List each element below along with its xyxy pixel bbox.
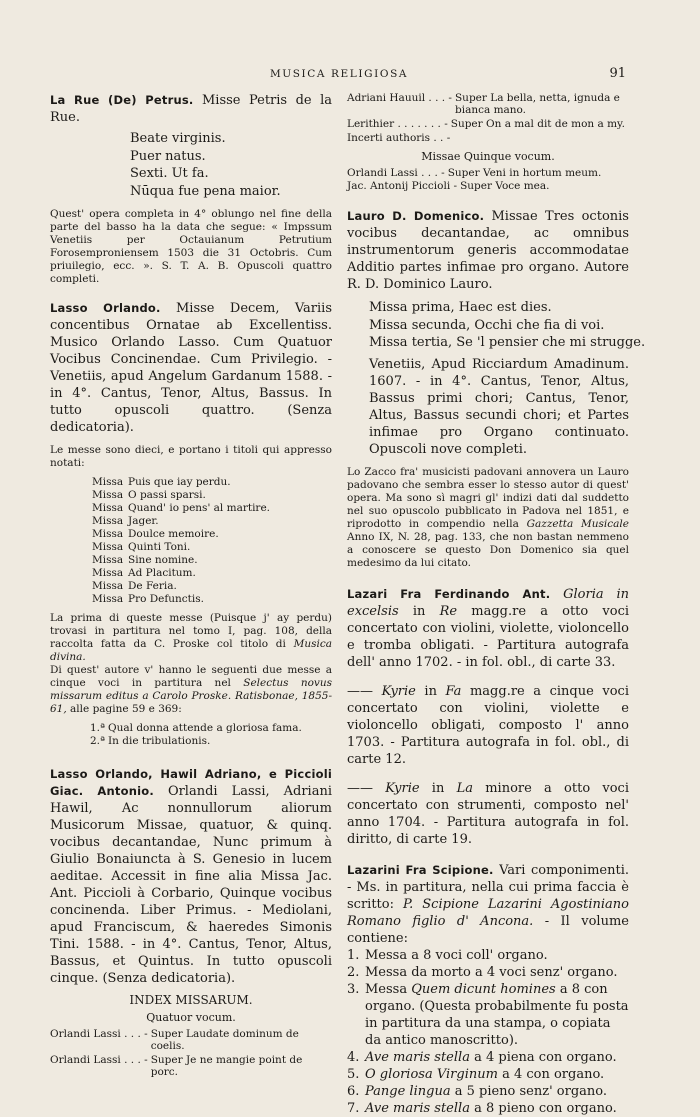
page-header <box>52 66 626 86</box>
entry-heading: Lasso Orlando. <box>50 301 161 315</box>
index-mass: Super La bella, netta, ignuda e bianca mano. <box>454 92 620 116</box>
list-item <box>92 515 332 528</box>
list-key: Missa <box>92 528 124 540</box>
list-item <box>347 1100 629 1117</box>
list-value: Quinti Toni. <box>128 541 191 553</box>
item-post: a 5 pieno senz' organo. <box>450 1083 608 1099</box>
index-subtitle: Quatuor vocum. <box>146 1011 236 1024</box>
item-number: 2. <box>347 964 360 980</box>
list-value: Ad Placitum. <box>128 567 196 579</box>
work-key: Fa <box>445 683 462 699</box>
entry-heading: Lazari Fra Ferdinando Ant. <box>347 586 551 601</box>
entry-text: Vari componimenti. - Ms. in partitura, nella cui prima faccia è scritto: <box>347 862 629 912</box>
entry-note <box>347 466 629 570</box>
item-number: 4. <box>347 1049 360 1065</box>
list-item <box>347 964 629 981</box>
entry-body: Misse Decem, Variis concentibus Ornatae ab Excellentiss. Musico Orlando Lasso. Cum Quatuor Vocibus Concinendae. Cum Privilegio. - Venetiis, apud Angelum Gardanum 1588. - in 4°. Cantus, Tenor, Altus, Bassus. In tutto opuscoli quattro. (Senza dedicatoria). <box>50 301 332 435</box>
entry-text: minore a otto voci concertato con strumenti, composto nel' anno 1704. - Partitura autografa in fol. diritto, di carte 19. <box>347 780 629 847</box>
five-voice-list <box>50 722 332 748</box>
entry-text: in <box>412 603 426 619</box>
right-column <box>347 92 646 1117</box>
list-item <box>92 528 332 541</box>
mass-title: Sexti. Ut fa. <box>130 166 209 181</box>
item-italic: Pange lingua <box>365 1083 451 1099</box>
list-key: 2.ª <box>90 735 106 747</box>
list-item <box>92 593 332 606</box>
list-value: O passi sparsi. <box>128 489 206 501</box>
item-post: Messa da morto a 4 voci senz' organo. <box>365 964 618 980</box>
entry-heading: Lasso Orlando, Hawil Adriano, e Piccioli Giac. Antonio. <box>50 767 332 798</box>
index-row <box>347 167 629 179</box>
list-item <box>90 735 332 748</box>
list-item <box>90 722 332 735</box>
item-italic: Ave maris stella <box>365 1100 470 1116</box>
list-value: Doulce memoire. <box>128 528 219 540</box>
entry-note <box>50 664 332 716</box>
index-row <box>50 1028 332 1052</box>
list-value: Puis que iay perdu. <box>128 476 231 488</box>
mass-title: Missa prima, Haec est dies. <box>369 300 552 315</box>
note-title-italic: Gazzetta Musicale <box>526 517 630 530</box>
list-value: De Feria. <box>128 580 177 592</box>
item-number: 1. <box>347 947 360 963</box>
index-row <box>50 1054 332 1078</box>
list-item <box>92 476 332 489</box>
item-post: a 4 con organo. <box>497 1066 605 1082</box>
entry-lazari-kyrie-fa <box>347 683 629 768</box>
list-key: Missa <box>92 593 124 605</box>
index-mass <box>450 132 629 144</box>
note-text: Anno IX, N. 28, pag. 133, che non bastan nemmeno a conoscere se questo Don Domenico sia quel medesimo da lui citato. <box>347 530 629 569</box>
list-item <box>92 541 332 554</box>
index-row <box>347 180 629 192</box>
list-key: Missa <box>92 489 124 501</box>
entry-lazari <box>347 586 629 671</box>
list-value: Sine nomine. <box>128 554 198 566</box>
entry-note: Le messe sono dieci, e portano i titoli qui appresso notati: <box>50 444 332 469</box>
list-value: Quand' io pens' al martire. <box>128 502 271 514</box>
list-item <box>92 489 332 502</box>
item-number: 6. <box>347 1083 360 1099</box>
mass-list <box>50 476 332 606</box>
entry-lazari-kyrie-la <box>347 780 629 848</box>
list-key: Missa <box>92 502 124 514</box>
entry-lasso-hawil-piccioli <box>50 766 332 987</box>
list-key: Missa <box>92 541 124 553</box>
item-italic: Quem dicunt homines <box>411 981 556 997</box>
item-text <box>365 1049 629 1066</box>
mass-titles <box>50 130 332 200</box>
note-title-italic: Musica divina. <box>50 638 332 663</box>
list-item <box>347 1049 629 1066</box>
index-mass: Super Je ne mangie point de porc. <box>150 1054 303 1078</box>
note-title-italic: Selectus novus missarum editus a Carolo Proske. Ratisbonae, 1855-61, <box>50 677 332 715</box>
entry-heading: Lazarini Fra Scipione. <box>347 862 494 877</box>
item-text <box>365 1066 629 1083</box>
item-italic: O gloriosa Virginum <box>365 1066 498 1082</box>
list-key: Missa <box>92 554 124 566</box>
work-key: Re <box>439 603 458 619</box>
list-key: 1.ª <box>90 722 106 734</box>
mass-titles <box>347 299 646 352</box>
index-author: Adriani Hauuil . . . - <box>347 92 452 104</box>
list-item <box>92 554 332 567</box>
note-text: La prima di queste messe (Puisque j' ay perdu) trovasi in partitura nel tomo I, pag. 108, della raccolta fatta da C. Proske col titolo di <box>50 612 332 650</box>
list-item <box>347 947 629 964</box>
ditto-dash: —— <box>347 683 373 699</box>
item-italic: Ave maris stella <box>365 1049 470 1065</box>
entry-heading: Lauro D. Domenico. <box>347 209 485 223</box>
list-value: Jager. <box>128 515 159 527</box>
index-subtitle: Missae Quinque vocum. <box>421 150 555 163</box>
mass-title: Nūqua fue pena maior. <box>130 183 281 199</box>
index-row <box>347 118 629 130</box>
index-author: Orlandi Lassi . . . - <box>50 1028 148 1040</box>
note-text: Lo Zacco fra' musicisti padovani annovera un Lauro padovano che sembra esser lo stesso autor di quest' opera. Ma sono sì magri gl' indizi dati dal suddetto nel suo opuscolo pubblicato in Padova nel 1851, e riprodotto in compendio nella <box>347 465 629 530</box>
list-key: Missa <box>92 476 124 488</box>
entry-la-rue <box>50 92 332 126</box>
index-row <box>347 92 629 116</box>
item-text <box>365 947 629 964</box>
entry-note: Quest' opera completa in 4° oblungo nel fine della parte del basso ha la data che segue: « Impssum Venetiis per Octauianum Petrutium Forosemproniensem 1503 die 31 Octobris. Cum priuilegio, ecc. ». S. T. A. B. Opuscoli quattro completi. <box>50 208 332 285</box>
index-row <box>347 132 629 144</box>
item-text <box>365 1100 629 1117</box>
mass-title: Missa tertia, Se 'l pensier che mi strugge. <box>369 335 646 350</box>
index-title: INDEX MISSARUM. <box>129 993 253 1007</box>
list-key: Missa <box>92 567 124 579</box>
mass-title: Missa secunda, Occhi che fia di voi. <box>369 317 605 333</box>
item-pre: Messa <box>365 981 412 997</box>
entry-text: in <box>431 780 445 796</box>
entry-heading: La Rue (De) Petrus. <box>50 93 194 107</box>
work-title: Kyrie <box>381 683 416 699</box>
page-number: 91 <box>609 66 626 81</box>
entry-body: Venetiis, Apud Ricciardum Amadinum. 1607. - in 4°. Cantus, Tenor, Altus, Bassus primi chori; Cantus, Tenor, Altus, Bassus secundi chori; et Partes infimae pro Organo continuato. Opuscoli nove completi. <box>369 356 629 457</box>
entry-lasso-orlando <box>50 300 332 436</box>
entry-text: magg.re a cinque voci concertato con violini, violette e violoncello obligati, composto l' anno 1703. - Partitura autografa in fol. obl., di carte 12. <box>347 683 629 767</box>
list-value: In die tribulationis. <box>108 735 211 747</box>
list-key: Missa <box>92 515 124 527</box>
ditto-dash: —— <box>347 780 373 796</box>
work-key: La <box>456 780 473 796</box>
index-author: Orlandi Lassi . . . - <box>50 1054 148 1066</box>
index-author: Lerithier . . . . . . . - <box>347 118 448 130</box>
contents-list <box>347 947 629 1117</box>
list-key: Missa <box>92 580 124 592</box>
entry-note <box>50 612 332 664</box>
index-mass: Super Veni in hortum meum. <box>447 167 602 179</box>
index-author: Orlandi Lassi . . . - <box>347 167 445 179</box>
note-text: alle pagine 59 e 369: <box>70 703 182 715</box>
item-number: 3. <box>347 981 360 997</box>
item-text <box>365 964 629 981</box>
index-author: Incerti authoris . . - <box>347 132 451 144</box>
item-post: a 4 piena con organo. <box>469 1049 617 1065</box>
entry-body: Orlandi Lassi, Adriani Hawil, Ac nonnullorum aliorum Musicorum Missae, quatuor, & quinq. vocibus decantandae, Nunc primum à Giulio Bonaiuncta à S. Genesio in lucem aeditae. Accessit in fine alia Missa Jac. Ant. Piccioli à Corbario, Quinque vocibus concinenda. Liber Primus. - Mediolani, apud Franciscum, & haeredes Simonis Tini. 1588. - in 4°. Cantus, Tenor, Altus, Bassus, et Quintus. In tutto opuscoli cinque. (Senza dedicatoria). <box>50 784 332 986</box>
entry-text: magg.re a otto voci concertato con violini, violette, violoncello e tromba obligati. - Partitura autografa dell' anno 1702. - in fol. obl., di carte 33. <box>347 603 630 670</box>
index-mass: Super Laudate dominum de coelis. <box>150 1028 299 1052</box>
left-column <box>50 92 332 1078</box>
entry-lazarini <box>347 862 629 947</box>
running-title: MUSICA RELIGIOSA <box>269 68 409 80</box>
work-title: Kyrie <box>385 780 420 796</box>
list-item <box>347 1083 629 1100</box>
entry-body: Missae Tres octonis vocibus decantandae, ac omnibus instrumentorum generis accommodatae Additio partes infimae pro organo. Autore R. D. Dominico Lauro. <box>347 209 629 292</box>
item-number: 5. <box>347 1066 360 1082</box>
item-post: a 8 pieno con organo. <box>469 1100 617 1116</box>
list-value: Qual donna attende a gloriosa fama. <box>108 722 302 734</box>
entry-text: - Il volume contiene: <box>347 913 629 946</box>
entry-text: in <box>424 683 437 699</box>
list-item <box>92 580 332 593</box>
note-text: Di quest' autore v' hanno le seguenti due messe a cinque voci in partitura nel <box>50 664 332 689</box>
item-text <box>365 1083 629 1100</box>
entry-lauro <box>347 208 629 293</box>
index-author: Jac. Antonij Piccioli - <box>347 180 458 192</box>
item-number: 7. <box>347 1100 360 1116</box>
entry-body: Misse Petris de la Rue. <box>50 93 332 125</box>
item-post: Messa a 8 voci coll' organo. <box>365 947 548 963</box>
mass-title: Puer natus. <box>130 148 206 164</box>
list-item <box>347 1066 629 1083</box>
index-mass: Super On a mal dit de mon a my. <box>450 118 625 130</box>
mass-title: Beate virginis. <box>130 131 226 146</box>
work-title: Gloria in excelsis <box>347 586 629 619</box>
item-post: a 8 con organo. (Questa probabilmente fu posta in partitura da una stampa, o copiata da antico manoscritto). <box>365 981 629 1048</box>
list-value: Pro Defunctis. <box>128 593 204 605</box>
list-item <box>92 567 332 580</box>
list-item <box>92 502 332 515</box>
index-mass: Super Voce mea. <box>460 180 550 192</box>
entry-quote: P. Scipione Lazarini Agostiniano Romano figlio d' Ancona. <box>347 896 629 929</box>
